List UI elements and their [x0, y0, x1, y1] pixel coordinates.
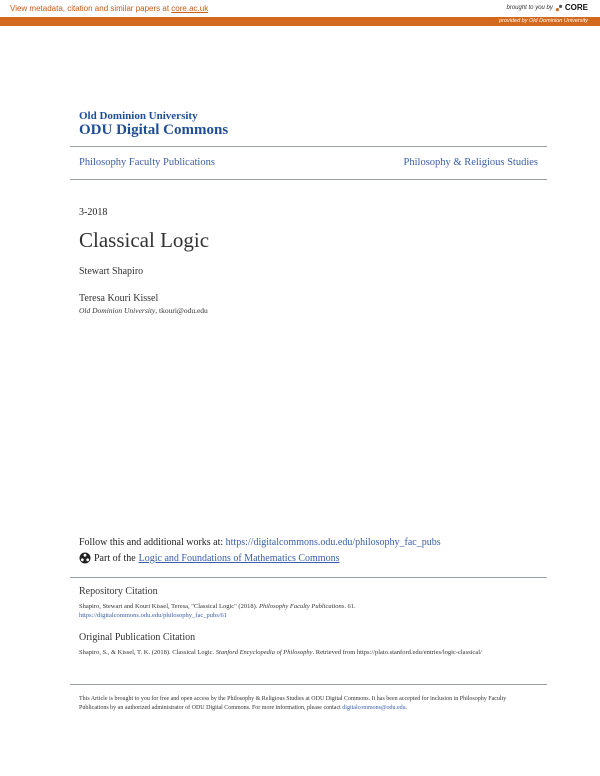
access-text: This Article is brought to you for free and open access by the Philosophy & Religious Studies at ODU Digital Commons. It has been accepted for inclusion in Philosophy Faculty Publications by an authorized administrator of ODU Digital Commons. For more information, please contact [79, 696, 507, 711]
university-name[interactable]: Old Dominion University [79, 110, 198, 122]
follow-prefix: Follow this and additional works at: [79, 537, 226, 548]
provided-by-text: provided by Old Dominion University [499, 18, 588, 24]
citation-url-link[interactable]: https://digitalcommons.odu.edu/philosophy_fac_pubs/61 [79, 612, 228, 619]
author-name: Teresa Kouri Kissel [79, 293, 159, 304]
core-logo-icon [555, 4, 563, 12]
citation-text: . 61. [344, 603, 356, 610]
follow-line [79, 537, 441, 548]
citation-journal: Philosophy Faculty Publications [259, 603, 345, 610]
part-of-line [79, 552, 339, 564]
affiliation-institution: Old Dominion University [79, 306, 156, 315]
original-citation-heading: Original Publication Citation [79, 632, 196, 643]
metadata-notice [10, 4, 208, 13]
core-logo[interactable] [555, 3, 588, 12]
part-of-prefix: Part of the [94, 552, 136, 564]
original-citation-text [79, 648, 519, 657]
department-link[interactable]: Philosophy & Religious Studies [403, 157, 538, 168]
network-icon [79, 552, 91, 564]
metadata-text: View metadata, citation and similar papers at [10, 4, 172, 13]
repository-citation-heading: Repository Citation [79, 586, 158, 597]
core-banner [0, 0, 600, 17]
repository-name[interactable]: ODU Digital Commons [79, 122, 229, 138]
citation-divider [70, 577, 547, 578]
citation-journal: Stanford Encyclopedia of Philosophy [215, 649, 313, 656]
author-affiliation [79, 306, 208, 315]
access-statement [79, 695, 519, 713]
provider-bar [0, 17, 600, 26]
author-email: , tkouri@odu.edu [155, 306, 208, 315]
citation-text: . Retrieved from https://plato.stanford.edu/entries/logic-classical/ [312, 649, 482, 656]
core-logo-label: CORE [564, 3, 588, 12]
commons-discipline-link[interactable]: Logic and Foundations of Mathematics Commons [138, 552, 340, 564]
citation-text: Shapiro, Stewart and Kouri Kissel, Teresa, "Classical Logic" (2018). [79, 603, 260, 610]
author-name: Stewart Shapiro [79, 266, 144, 277]
publication-date: 3-2018 [79, 207, 108, 218]
access-text-end: . [405, 705, 408, 711]
contact-email-link[interactable]: digitalcommons@odu.edu [342, 705, 406, 711]
citation-text: Shapiro, S., & Kissel, T. K. (2018). Classical Logic. [79, 649, 216, 656]
article-title: Classical Logic [79, 228, 210, 252]
footer-divider [70, 684, 547, 685]
repository-citation-text [79, 602, 519, 620]
collection-link[interactable]: Philosophy Faculty Publications [79, 157, 215, 168]
header-divider-top [70, 146, 547, 147]
header-divider-bottom [70, 179, 547, 180]
core-link[interactable]: core.ac.uk [171, 4, 209, 13]
brought-by [507, 3, 589, 12]
brought-text: brought to you by [506, 4, 553, 11]
collection-url-link[interactable]: https://digitalcommons.odu.edu/philosophy_fac_pubs [225, 537, 441, 548]
